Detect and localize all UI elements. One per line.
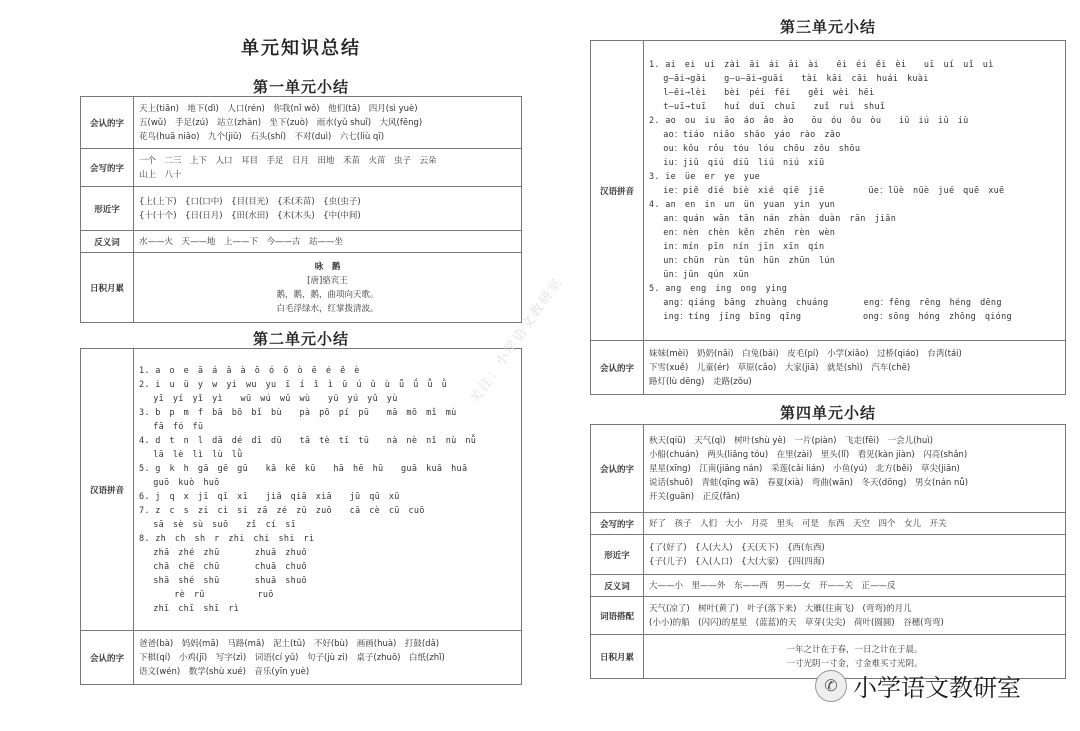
- unit4-table: [590, 424, 1066, 679]
- row-content: [644, 575, 1066, 597]
- wechat-icon: ✆: [815, 670, 847, 702]
- row-content: [134, 187, 522, 231]
- content-line: {十(十个) {日(日月) {田(水田) {木(木头) {中(中间): [139, 210, 361, 221]
- pinyin-content: [134, 349, 522, 631]
- content-line: lā lè lì lù lǜ: [139, 449, 243, 460]
- content-line: {子(儿子) {入(人口) {大(大家) {四(四海): [649, 556, 825, 567]
- content-line: 1. a o e ā á ǎ à ō ó ǒ ò ē é ě è: [139, 365, 360, 376]
- content-line: t—uī→tuī huí duī chuī zuǐ ruì shuǐ: [649, 101, 886, 112]
- content-line: yī yí yǐ yì wū wú wǔ wù yū yú yǔ yù: [139, 393, 398, 404]
- row-label: 会认的字: [591, 341, 644, 395]
- row-label: 词语搭配: [591, 597, 644, 635]
- content-line: 好了 孩子 人们 大小 月亮 里头 可是 东西 天空 四个 女儿 开关: [649, 518, 947, 529]
- poem-line: 一寸光阴一寸金，寸金难买寸光阴。: [786, 658, 923, 669]
- content-line: 秋天(qiū) 天气(qì) 树叶(shù yè) 一片(piàn) 飞走(fēi) 一会儿(huì): [649, 435, 933, 446]
- page-title: 单元知识总结: [241, 38, 361, 59]
- content-line: l—ēi→lèi bèi péi fēi gěi wèi hēi: [649, 87, 875, 98]
- poem-line: 鹅，鹅，鹅，曲项向天歌。: [276, 289, 379, 300]
- row-content: [644, 341, 1066, 395]
- content-line: 水——火 天——地 上——下 今——古 站——坐: [139, 236, 344, 247]
- content-line: 路灯(lù dēng) 走路(zǒu): [649, 376, 752, 387]
- content-line: 7. z c s zi ci si zā zé zū zuō cā cè cū cuō: [139, 505, 425, 516]
- content-line: guō kuò huō: [139, 477, 220, 488]
- content-line: iu：jiǔ qiú diū liú niú xiū: [649, 157, 825, 168]
- row-label: 日积月累: [81, 253, 134, 323]
- brand-text: 小学语文教研室: [853, 674, 1021, 702]
- content-line: zhī chī shī rì: [139, 603, 240, 614]
- content-line: ie：piě dié biè xié qiē jiē üe：lüè nüè jué quē xuē: [649, 185, 1005, 196]
- content-line: 小船(chuán) 两头(liǎng tóu) 在里(zài) 里头(lǐ) 看见(kàn jiàn) 闪亮(shǎn): [649, 449, 968, 460]
- row-label: 会写的字: [81, 149, 134, 187]
- content-line: 星星(xīng) 江南(jiāng nán) 采莲(cǎi lián) 小鱼(yú) 北方(běi) 草尖(jiān): [649, 463, 960, 474]
- row-content: [644, 535, 1066, 575]
- content-line: 语文(wén) 数学(shù xué) 音乐(yīn yuè): [139, 666, 310, 677]
- content-line: zhā zhé zhū zhuā zhuō: [139, 547, 307, 558]
- content-line: {上(上下) {口(口中) {目(目光) {禾(禾苗) {虫(虫子): [139, 196, 361, 207]
- row-label: 会认的字: [591, 425, 644, 513]
- row-label: 形近字: [591, 535, 644, 575]
- unit2-table: [80, 348, 522, 685]
- content-line: 6. j q x jī qī xī jiā qiā xiā jū qū xū: [139, 491, 400, 502]
- content-line: g—āi→gāi g—u—āi→guāi tài kāi cāi huái kuài: [649, 73, 929, 84]
- content-line: 3. b p m f bā bō bǐ bù pà pō pí pū mā mō mǐ mù: [139, 407, 457, 418]
- row-content: [134, 97, 522, 149]
- row-label: 会写的字: [591, 513, 644, 535]
- content-line: ün：jūn qún xūn: [649, 269, 750, 280]
- row-content: [134, 231, 522, 253]
- row-content: [644, 597, 1066, 635]
- content-line: sā sè sù suō zǐ cí sī: [139, 519, 297, 530]
- poem-title: 咏 鹅: [314, 261, 341, 272]
- content-line: ao：tiáo niǎo shǎo yáo rào zǎo: [649, 129, 841, 140]
- unit3-title: 第三单元小结: [779, 18, 876, 36]
- content-line: 5. g k h gā gē gū kā kē kū hā hē hū guā kuā huā: [139, 463, 468, 474]
- content-line: 山上 八十: [139, 169, 182, 180]
- content-line: in：mín pīn nín jīn xīn qín: [649, 241, 825, 252]
- content-line: an：quán wān tān nán zhàn duàn rān jiān: [649, 213, 897, 224]
- content-line: 妹妹(mèi) 奶奶(nǎi) 白兔(bái) 皮毛(pí) 小学(xiǎo) 过桥(qiáo) 台湾(tái): [649, 348, 962, 359]
- poem-line: 一年之计在于春，一日之计在于晨。: [786, 644, 923, 655]
- content-line: 一个 二三 上下 人口 耳目 手足 日月 田地 禾苗 火苗 虫子 云朵: [139, 155, 437, 166]
- content-line: ing：tíng jīng bīng qīng ong：sōng hóng zhōng qióng: [649, 311, 1012, 322]
- content-line: 五(wǔ) 手足(zú) 站立(zhàn) 坐下(zuò) 雨水(yǔ shuǐ) 大风(fēng): [139, 117, 423, 128]
- row-content: [644, 513, 1066, 535]
- row-content: [644, 425, 1066, 513]
- content-line: 大——小 里——外 东——西 男——女 开——关 正——反: [649, 580, 896, 591]
- content-line: fā fó fū: [139, 421, 204, 432]
- row-label: 形近字: [81, 187, 134, 231]
- content-line: 4. d t n l dā dé dī dū tā tè tī tū nà nè nǐ nù nǚ: [139, 435, 477, 446]
- content-line: 2. i u ü y w yi wu yu ī í ǐ ì ū ú ǔ ù ǖ ǘ ǚ ǜ: [139, 379, 448, 390]
- row-label: 汉语拼音: [81, 349, 134, 631]
- row-label: 会认的字: [81, 97, 134, 149]
- content-line: 天气(凉了) 树叶(黄了) 叶子(落下来) 大雁(往南飞) (弯弯)的月儿: [649, 603, 912, 614]
- row-label: 日积月累: [591, 635, 644, 679]
- poem-author: [唐]骆宾王: [307, 275, 348, 286]
- content-line: chā chē chū chuā chuō: [139, 561, 307, 572]
- content-line: 5. ang eng ing ong ying: [649, 283, 788, 294]
- poem-line: 白毛浮绿水，红掌拨清波。: [276, 303, 379, 314]
- content-line: en：nèn chèn kěn zhēn rèn wèn: [649, 227, 836, 238]
- content-line: 4. an en in un ün yuan yin yun: [649, 199, 836, 210]
- content-line: 花鸟(huā niǎo) 九个(jiǔ) 石头(shí) 不对(duì) 六七(liù qī): [139, 131, 385, 142]
- content-line: 天上(tiān) 地下(dì) 人口(rén) 你我(nǐ wǒ) 他们(tā) 四月(sì yuè): [139, 103, 418, 114]
- content-line: shā shé shū shuā shuō: [139, 575, 307, 586]
- content-line: un：chūn rùn tūn hūn zhūn lún: [649, 255, 836, 266]
- content-line: 8. zh ch sh r zhi chi shi ri: [139, 533, 315, 544]
- unit3-table: [590, 40, 1066, 395]
- content-line: 1. ai ei ui zài āi ái ǎi ài ēi éi ěi èi uī uí uǐ uì: [649, 59, 994, 70]
- watermark: 关注：小学语文教研室: [467, 274, 566, 407]
- row-content: [134, 631, 522, 685]
- row-label: 会认的字: [81, 631, 134, 685]
- unit1-table: [80, 96, 522, 323]
- content-line: 下棋(qí) 小鸡(jī) 写字(zì) 词语(cí yǔ) 句子(jù zi) 桌子(zhuō) 白纸(zhǐ): [139, 652, 445, 663]
- content-line: 下雪(xuě) 儿童(ér) 草原(cǎo) 大家(jiā) 就是(shì) 汽车(chē): [649, 362, 911, 373]
- brand-logo: [815, 668, 1021, 703]
- row-label: 反义词: [81, 231, 134, 253]
- row-label: 反义词: [591, 575, 644, 597]
- unit4-title: 第四单元小结: [779, 404, 876, 422]
- content-line: 3. ie üe er ye yue: [649, 171, 761, 182]
- right-page: [540, 0, 1080, 731]
- row-content: [134, 149, 522, 187]
- content-line: 说话(shuō) 青蛙(qīng wā) 春夏(xià) 弯曲(wān) 冬天(dōng) 男女(nán nǚ): [649, 477, 969, 488]
- poem-content: [134, 253, 522, 323]
- content-line: rè rǔ ruō: [139, 589, 274, 600]
- row-label: 汉语拼音: [591, 41, 644, 341]
- pinyin-content: [644, 41, 1066, 341]
- content-line: 爸爸(bà) 妈妈(mā) 马路(mǎ) 泥土(tǔ) 不好(bù) 画画(huà) 打鼓(dǎ): [139, 638, 440, 649]
- content-line: 开关(guān) 正反(fǎn): [649, 491, 740, 502]
- content-line: 2. ao ou iu āo áo ǎo ào ōu óu ǒu òu iū iú iǔ iù: [649, 115, 969, 126]
- content-line: ang：qiáng bāng zhuàng chuáng eng：fēng rēng héng dēng: [649, 297, 1002, 308]
- content-line: ou：kǒu rǒu tóu lóu chōu zǒu shōu: [649, 143, 861, 154]
- content-line: (小小)的船 (闪闪)的星星 (蓝蓝)的天 草芽(尖尖) 荷叶(圆圆) 谷穗(弯弯): [649, 617, 944, 628]
- content-line: {了(好了) {人(大人) {天(天下) {西(东西): [649, 542, 825, 553]
- unit2-title: 第二单元小结: [252, 330, 349, 348]
- unit1-title: 第一单元小结: [252, 78, 349, 96]
